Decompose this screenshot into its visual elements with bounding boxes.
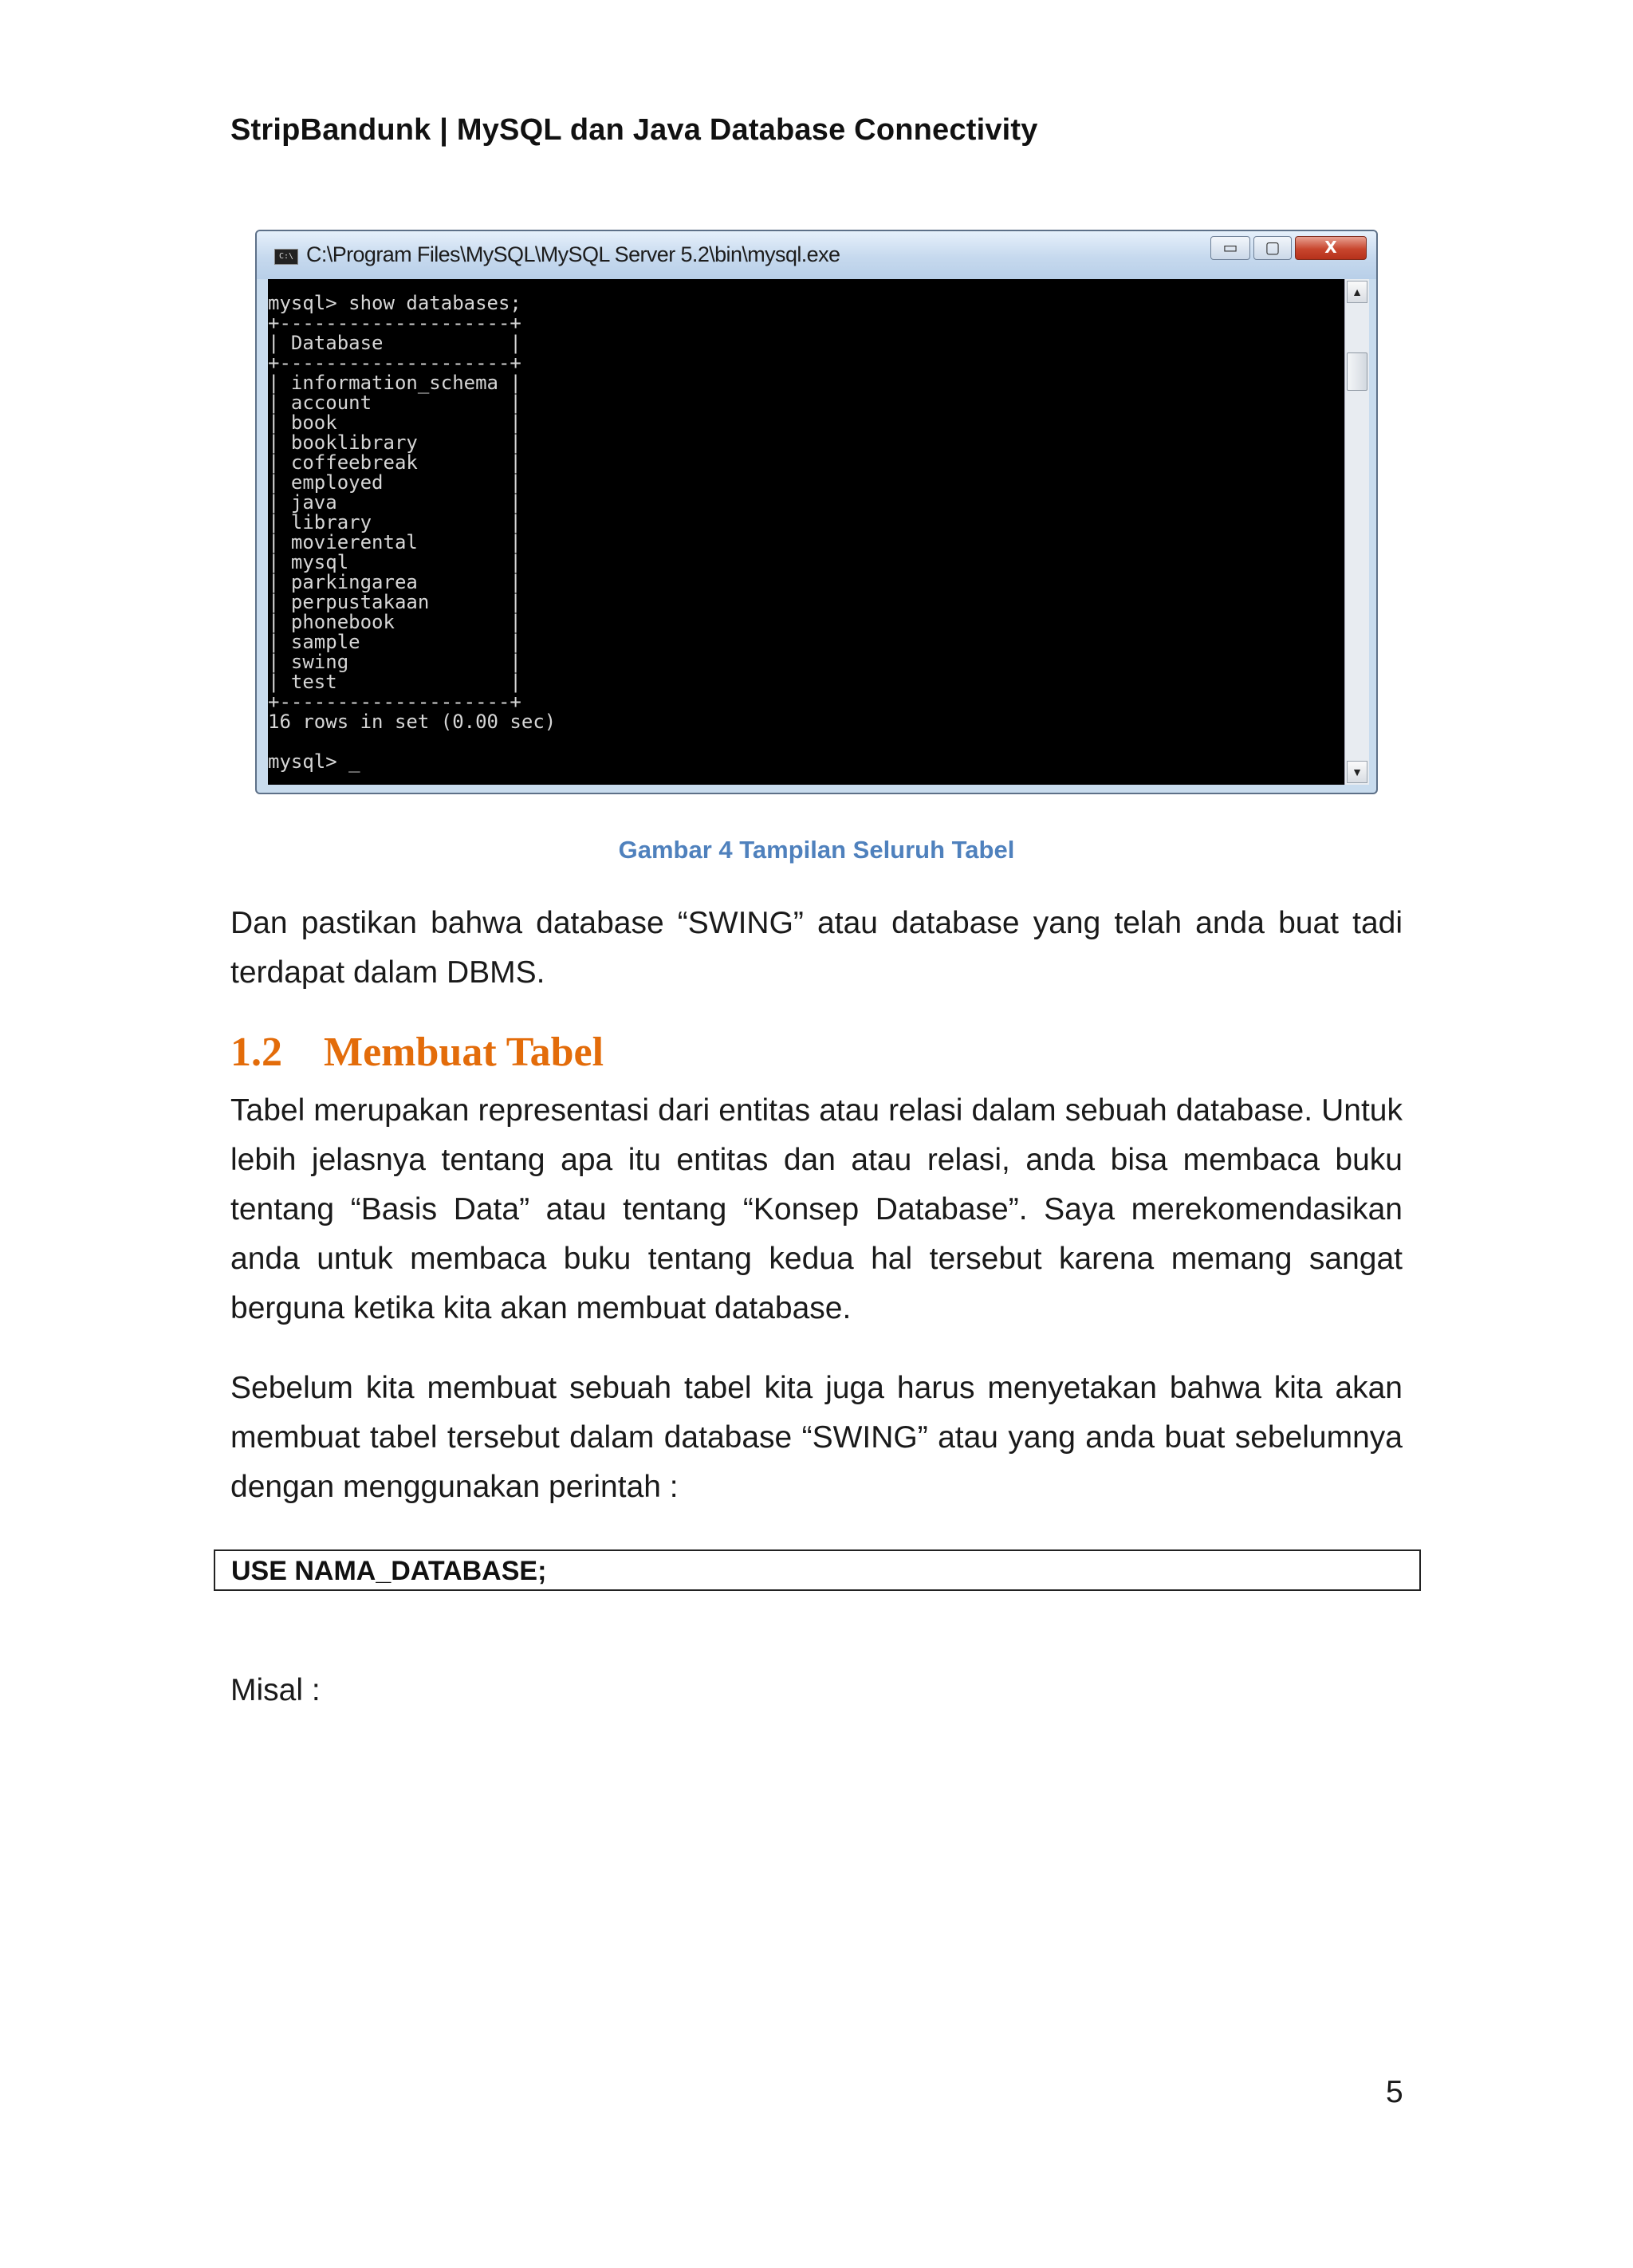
paragraph-1: Dan pastikan bahwa database “SWING” atau database yang telah anda buat tadi terdapat dalam DBMS. <box>230 906 1403 990</box>
section-title: Membuat Tabel <box>324 1030 604 1075</box>
console-window-title: C:\Program Files\MySQL\MySQL Server 5.2\bin\mysql.exe <box>306 242 840 266</box>
close-button: X <box>1295 236 1367 260</box>
page-number: 5 <box>1386 2075 1403 2109</box>
console-window-screenshot <box>255 230 1378 794</box>
console-scrollbar <box>1344 279 1369 785</box>
minimize-button: ▭ <box>1210 236 1250 260</box>
scroll-down-arrow-icon: ▼ <box>1347 761 1367 783</box>
paragraph-2: Tabel merupakan representasi dari entitas atau relasi dalam sebuah database. Untuk lebih jelasnya tentang apa itu entitas dan atau relasi, anda bisa membaca buku tentang “Basis Data” atau tentang “Konsep Database”. Saya merekomendasikan anda untuk membaca buku tentang kedua hal tersebut karena memang sangat berguna ketika kita akan membuat database. <box>230 1093 1403 1325</box>
example-label: Misal : <box>230 1673 321 1707</box>
figure-caption: Gambar 4 Tampilan Seluruh Tabel <box>618 836 1015 864</box>
console-app-icon: C:\ <box>274 249 298 265</box>
scroll-up-arrow-icon: ▲ <box>1347 281 1367 303</box>
console-output-text: mysql> show databases; +--------------------+ | Database | +--------------------+ | information_schema | | account | | book | | booklibrary | | coffeebreak | | employed | | java | | library | | movierental | | mysql | | parkingarea | | perpustakaan | | phonebook | | sample | | swing | | test | +--------------------+ 16 rows in set (0.00 sec) mysql> _ <box>268 292 557 773</box>
page-header-title: StripBandunk | MySQL dan Java Database Connectivity <box>230 113 1038 147</box>
console-titlebar <box>257 231 1376 279</box>
code-text: USE NAMA_DATABASE; <box>231 1556 547 1586</box>
section-heading <box>230 1029 604 1076</box>
scroll-thumb <box>1347 352 1367 391</box>
code-box <box>214 1549 1421 1591</box>
console-output-area <box>268 279 1344 785</box>
section-number: 1.2 <box>230 1030 282 1075</box>
paragraph-3: Sebelum kita membuat sebuah tabel kita juga harus menyetakan bahwa kita akan membuat tabel tersebut dalam database “SWING” atau yang anda buat sebelumnya dengan menggunakan perintah : <box>230 1371 1403 1504</box>
maximize-button: ▢ <box>1253 236 1292 260</box>
